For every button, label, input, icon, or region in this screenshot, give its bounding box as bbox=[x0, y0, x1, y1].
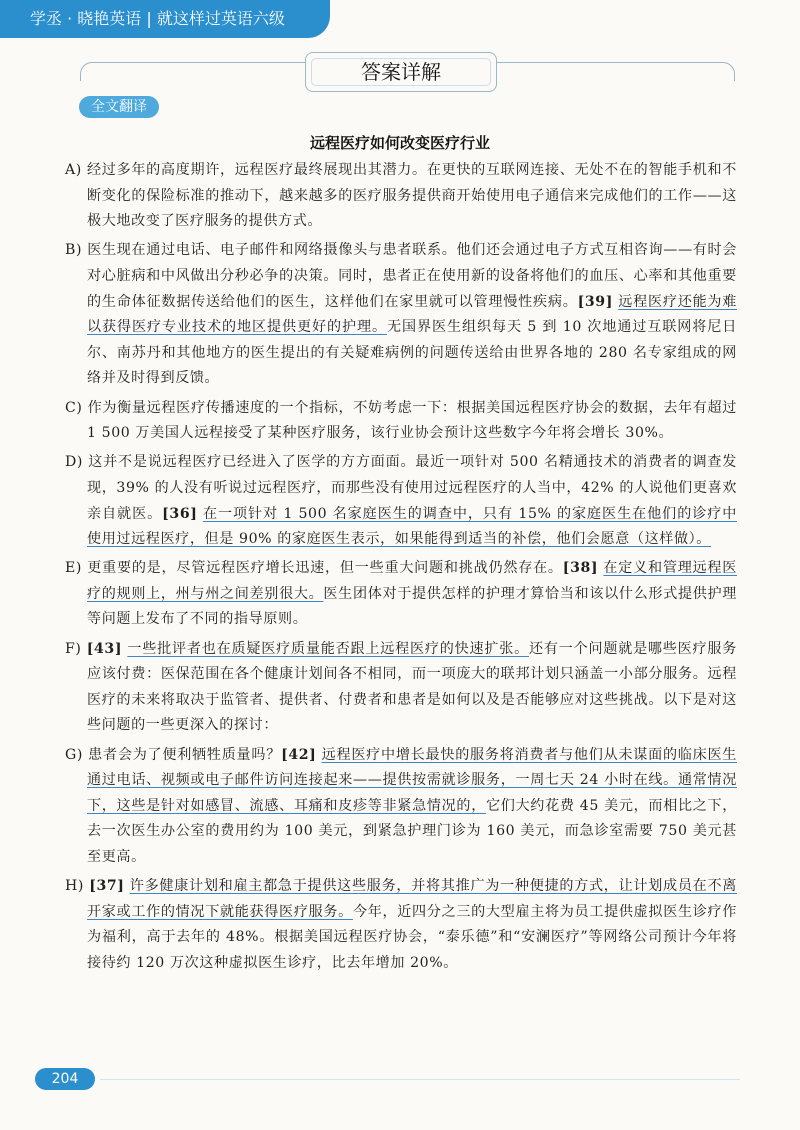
book-header-banner bbox=[0, 0, 330, 38]
underlined-answer-sentence: 远程医疗还能为难以获得医疗专业技术的地区提供更好的护理。 bbox=[87, 293, 737, 336]
paragraph-text: C) 作为衡量远程医疗传播速度的一个指标，不妨考虑一下：根据美国远程医疗协会的数据，去年有超过 1 500 万美国人远程接受了某种医疗服务，该行业协会预计这些数字今年将会增长 30%。 bbox=[65, 399, 737, 442]
underlined-answer-sentence: 在定义和管理远程医疗的规则上，州与州之间差别很大。 bbox=[87, 560, 737, 602]
paragraph-e bbox=[65, 556, 737, 633]
paragraph-text: D) 这并不是说远程医疗已经进入了医学的方方面面。最近一项针对 500 名精通技术的消费者的调查发现，39% 的人没有听说过远程医疗，而那些没有使用过远程医疗的人当中，42% 的人说他们更喜欢亲自就医。 bbox=[65, 454, 737, 522]
footer-rule bbox=[100, 1079, 740, 1080]
question-reference: [37] bbox=[89, 878, 125, 895]
underlined-answer-sentence: 在一项针对 1 500 名家庭医生的调查中，只有 15% 的家庭医生在他们的诊疗中使用过远程医疗，但是 90% 的家庭医生表示，如果能得到适当的补偿，他们会愿意（这样做）。 bbox=[87, 505, 737, 548]
heading-rule-left bbox=[80, 62, 309, 81]
paragraph-text: 今年，近四分之三的大型雇主将为员工提供虚拟医生诊疗作为福利，高于去年的 48%。根据美国远程医疗协会，“泰乐德”和“安澜医疗”等网络公司预计今年将接待约 120 万次这种虚拟医生诊疗，比去年增加 20%。 bbox=[87, 903, 737, 971]
paragraph-c bbox=[65, 396, 737, 447]
paragraph-text: A) 经过多年的高度期许，远程医疗最终展现出其潜力。在更快的互联网连接、无处不在的智能手机和不断变化的保险标准的推动下，越来越多的医疗服务提供商开始使用电子通信来完成他们的工作——这极大地改变了医疗服务的提供方式。 bbox=[65, 162, 737, 230]
underlined-answer-sentence: 远程医疗中增长最快的服务将消费者与他们从未谋面的临床医生通过电话、视频或电子邮件访问连接起来——提供按需就诊服务，一周七天 24 小时在线。通常情况下，这些是针对如感冒、流感、耳痛和皮疹等非紧急情况的， bbox=[87, 746, 737, 814]
paragraph-text: B) 医生现在通过电话、电子邮件和网络摄像头与患者联系。他们还会通过电子方式互相咨询——有时会对心脏病和中风做出分秒必争的决策。同时，患者正在使用新的设备将他们的血压、心率和其他重要的生命体征数据传送给他们的医生，这样他们在家里就可以管理慢性疾病。 bbox=[65, 242, 737, 310]
heading-rule-right bbox=[494, 62, 735, 81]
question-reference: [43] bbox=[86, 640, 123, 657]
paragraph-text: 无国界医生组织每天 5 到 10 次地通过互联网将尼日尔、南苏丹和其他地方的医生提出的有关疑难病例的问题传送给由世界各地的 280 名专家组成的网络并及时得到反馈。 bbox=[87, 319, 737, 387]
question-reference: [42] bbox=[281, 746, 317, 763]
question-reference: [39] bbox=[577, 293, 613, 310]
paragraph-text: G) 患者会为了便利牺牲质量吗？ bbox=[65, 746, 282, 763]
page-number: 204 bbox=[35, 1068, 95, 1090]
book-title: 学丞 · 晓艳英语 | 就这样过英语六级 bbox=[30, 9, 285, 28]
article-body bbox=[65, 158, 737, 980]
article-title: 远程医疗如何改变医疗行业 bbox=[309, 134, 490, 152]
paragraph-d bbox=[65, 450, 737, 552]
paragraph-a bbox=[65, 158, 737, 235]
section-heading-box bbox=[305, 52, 497, 92]
paragraph-text: F) bbox=[65, 640, 87, 657]
paragraph-g bbox=[65, 743, 737, 871]
paragraph-text: E) 更重要的是，尽管远程医疗增长迅速，但一些重大问题和挑战仍然存在。 bbox=[65, 560, 563, 577]
translation-tag: 全文翻译 bbox=[79, 96, 159, 118]
paragraph-text: 它们大约花费 45 美元，而相比之下，去一次医生办公室的费用约为 100 美元，到紧急护理门诊为 160 美元，而急诊室需要 750 美元甚至更高。 bbox=[87, 797, 737, 865]
paragraph-h bbox=[65, 874, 737, 976]
paragraph-b bbox=[65, 238, 737, 392]
underlined-answer-sentence: 一些批评者也在质疑医疗质量能否跟上远程医疗的快速扩张。 bbox=[127, 640, 529, 657]
underlined-answer-sentence: 许多健康计划和雇主都急于提供这些服务，并将其推广为一种便捷的方式，让计划成员在不离开家或工作的情况下就能获得医疗服务。 bbox=[87, 878, 737, 920]
paragraph-text: 还有一个问题就是哪些医疗服务应该付费：医保范围在各个健康计划间各不相同，而一项庞大的联邦计划只涵盖一小部分服务。远程医疗的未来将取决于监管者、提供者、付费者和患者是如何以及是否能够应对这些挑战。以下是对这些问题的一些更深入的探讨： bbox=[87, 640, 737, 734]
section-heading: 答案详解 bbox=[311, 58, 491, 86]
paragraph-text: H) bbox=[65, 878, 90, 895]
question-reference: [38] bbox=[562, 560, 599, 577]
question-reference: [36] bbox=[162, 505, 198, 522]
paragraph-f bbox=[65, 637, 737, 739]
paragraph-text: 医生团体对于提供怎样的护理才算恰当和该以什么形式提供护理等问题上发布了不同的指导原则。 bbox=[87, 585, 737, 628]
